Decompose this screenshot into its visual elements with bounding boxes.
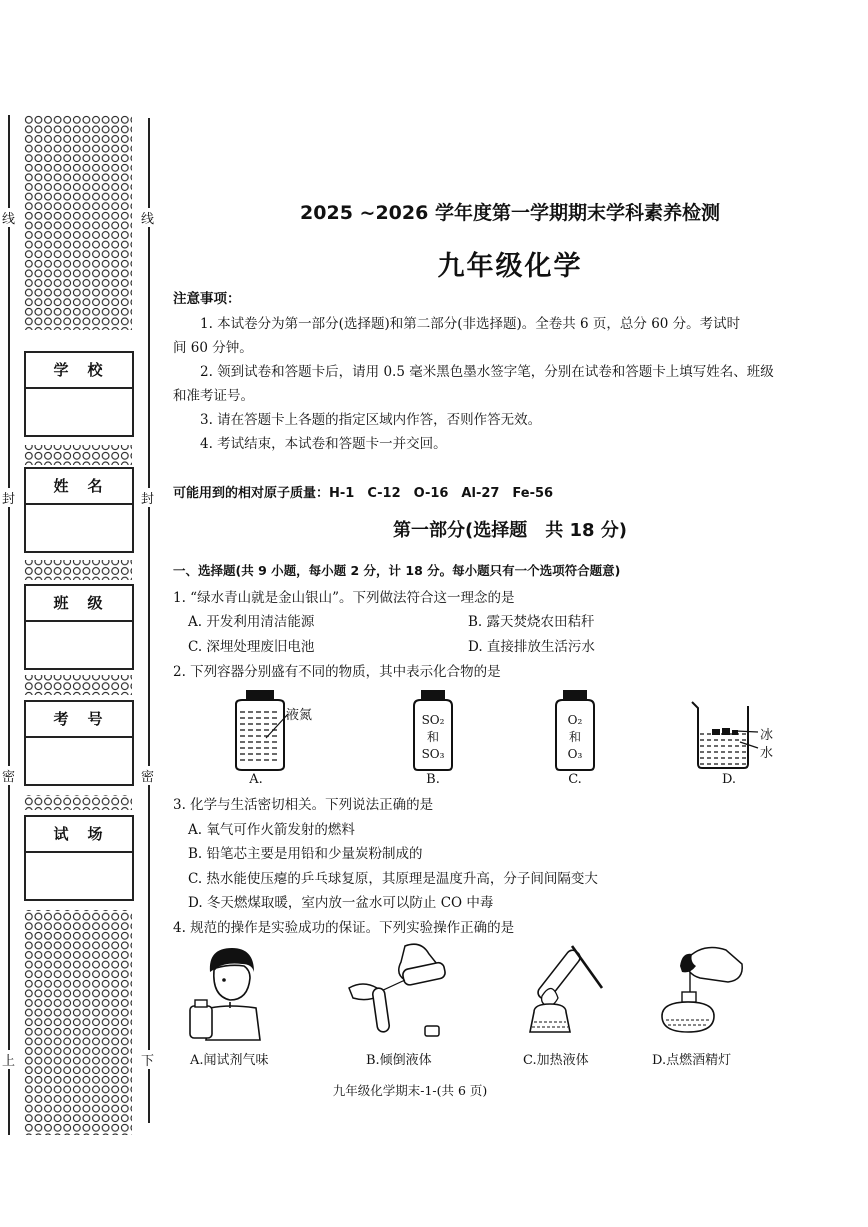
q4-figure-b bbox=[345, 940, 455, 1040]
field-exam-number-label: 考 号 bbox=[26, 702, 132, 738]
notice-line-2: 2. 领到试卷和答题卡后，请用 0.5 毫米黑色墨水签字笔，分别在试卷和答题卡上填写姓名、班级 bbox=[200, 364, 774, 380]
page-footer: 九年级化学期末-1-(共 6 页) bbox=[332, 1083, 488, 1098]
q2-a-label: 液氮 bbox=[286, 708, 313, 723]
notice-line-4: 4. 考试结束，本试卷和答题卡一并交回。 bbox=[200, 436, 447, 452]
q4-caption-d[interactable]: D.点燃酒精灯 bbox=[652, 1053, 732, 1068]
q4-caption-c[interactable]: C.加热液体 bbox=[523, 1053, 589, 1068]
field-exam-room bbox=[24, 815, 134, 901]
notice-line-2b: 和准考证号。 bbox=[173, 388, 254, 404]
q2-c-text-1: O₂ bbox=[567, 713, 583, 727]
q3-stem: 3. 化学与生活密切相关。下列说法正确的是 bbox=[173, 797, 434, 813]
q2-c-text bbox=[552, 712, 598, 763]
binding-ring-column bbox=[0, 115, 20, 1135]
q3-option-b[interactable]: B. 铅笔芯主要是用铅和少量炭粉制成的 bbox=[188, 846, 423, 862]
q4-figure-a bbox=[186, 942, 276, 1042]
q2-d-label-ice: 冰 bbox=[760, 728, 774, 743]
q1-option-a[interactable]: A. 开发利用清洁能源 bbox=[188, 614, 315, 630]
q2-c-text-3: O₃ bbox=[567, 747, 583, 761]
q2-stem: 2. 下列容器分别盛有不同的物质，其中表示化合物的是 bbox=[173, 664, 501, 680]
side-mark-shang: 上 bbox=[2, 1050, 15, 1069]
field-name-label: 姓 名 bbox=[26, 469, 132, 505]
notice-line-1: 1. 本试卷分为第一部分(选择题)和第二部分(非选择题)。全卷共 6 页，总分 60 分。考试时 bbox=[200, 316, 741, 332]
notice-line-3: 3. 请在答题卡上各题的指定区域内作答，否则作答无效。 bbox=[200, 412, 542, 428]
subject-title: 九年级化学 bbox=[437, 251, 583, 282]
q4-caption-b[interactable]: B.倾倒液体 bbox=[366, 1053, 432, 1068]
field-name-input[interactable] bbox=[26, 505, 132, 551]
exam-title: 2025 ~2026 学年度第一学期期末学科素养检测 bbox=[300, 202, 720, 224]
q2-b-text-1: SO₂ bbox=[421, 713, 445, 727]
q2-figure-d bbox=[688, 698, 768, 770]
q1-option-b[interactable]: B. 露天焚烧农田秸秆 bbox=[468, 614, 595, 630]
q1-option-c[interactable]: C. 深埋处理废旧电池 bbox=[188, 639, 315, 655]
cut-line-right bbox=[148, 118, 150, 1123]
field-school-input[interactable] bbox=[26, 389, 132, 435]
q2-b-text-2: 和 bbox=[426, 730, 439, 744]
q4-figure-d bbox=[650, 936, 750, 1040]
part1-instruction: 一、选择题(共 9 小题，每小题 2 分，计 18 分。每小题只有一个选项符合题意) bbox=[173, 563, 621, 578]
q3-option-c[interactable]: C. 热水能使压瘪的乒乓球复原，其原理是温度升高，分子间间隔变大 bbox=[188, 871, 598, 887]
q2-caption-d[interactable]: D. bbox=[721, 772, 737, 787]
binding-line-marks bbox=[0, 115, 20, 1135]
side-mark-feng-right: 封 bbox=[141, 488, 154, 507]
part1-title: 第一部分(选择题 共 18 分) bbox=[392, 520, 628, 541]
q4-figure-c bbox=[512, 936, 612, 1040]
field-class-label: 班 级 bbox=[26, 586, 132, 622]
side-mark-xian-right: 线 bbox=[141, 208, 154, 227]
field-school-label: 学 校 bbox=[26, 353, 132, 389]
q2-caption-a[interactable]: A. bbox=[249, 772, 263, 787]
q3-option-a[interactable]: A. 氧气可作火箭发射的燃料 bbox=[188, 822, 355, 838]
q1-stem: 1. “绿水青山就是金山银山”。下列做法符合这一理念的是 bbox=[173, 590, 515, 606]
q2-c-text-2: 和 bbox=[568, 730, 581, 744]
field-exam-number bbox=[24, 700, 134, 786]
field-exam-room-label: 试 场 bbox=[26, 817, 132, 853]
side-mark-mi-left: 密 bbox=[2, 766, 15, 785]
q1-option-d[interactable]: D. 直接排放生活污水 bbox=[468, 639, 595, 655]
q4-caption-a[interactable]: A.闻试剂气味 bbox=[190, 1053, 269, 1068]
q2-b-text bbox=[410, 712, 456, 763]
q2-b-text-3: SO₃ bbox=[421, 747, 445, 761]
field-exam-number-input[interactable] bbox=[26, 738, 132, 784]
field-exam-room-input[interactable] bbox=[26, 853, 132, 899]
field-name bbox=[24, 467, 134, 553]
q2-figure-a bbox=[226, 690, 326, 772]
side-mark-mi-right: 密 bbox=[141, 766, 154, 785]
field-school bbox=[24, 351, 134, 437]
q3-option-d[interactable]: D. 冬天燃煤取暖，室内放一盆水可以防止 CO 中毒 bbox=[188, 895, 494, 911]
side-mark-xian-left: 线 bbox=[2, 208, 15, 227]
atomic-masses: 可能用到的相对原子质量：H-1 C-12 O-16 Al-27 Fe-56 bbox=[173, 486, 554, 501]
q4-stem: 4. 规范的操作是实验成功的保证。下列实验操作正确的是 bbox=[173, 920, 515, 936]
q2-caption-b[interactable]: B. bbox=[426, 772, 440, 787]
side-mark-feng-left: 封 bbox=[2, 488, 15, 507]
field-class bbox=[24, 584, 134, 670]
q2-caption-c[interactable]: C. bbox=[568, 772, 582, 787]
q2-d-label-water: 水 bbox=[760, 746, 774, 761]
notice-heading: 注意事项： bbox=[173, 291, 241, 307]
field-class-input[interactable] bbox=[26, 622, 132, 668]
notice-line-1b: 间 60 分钟。 bbox=[173, 340, 253, 356]
side-mark-xia: 下 bbox=[141, 1050, 154, 1069]
